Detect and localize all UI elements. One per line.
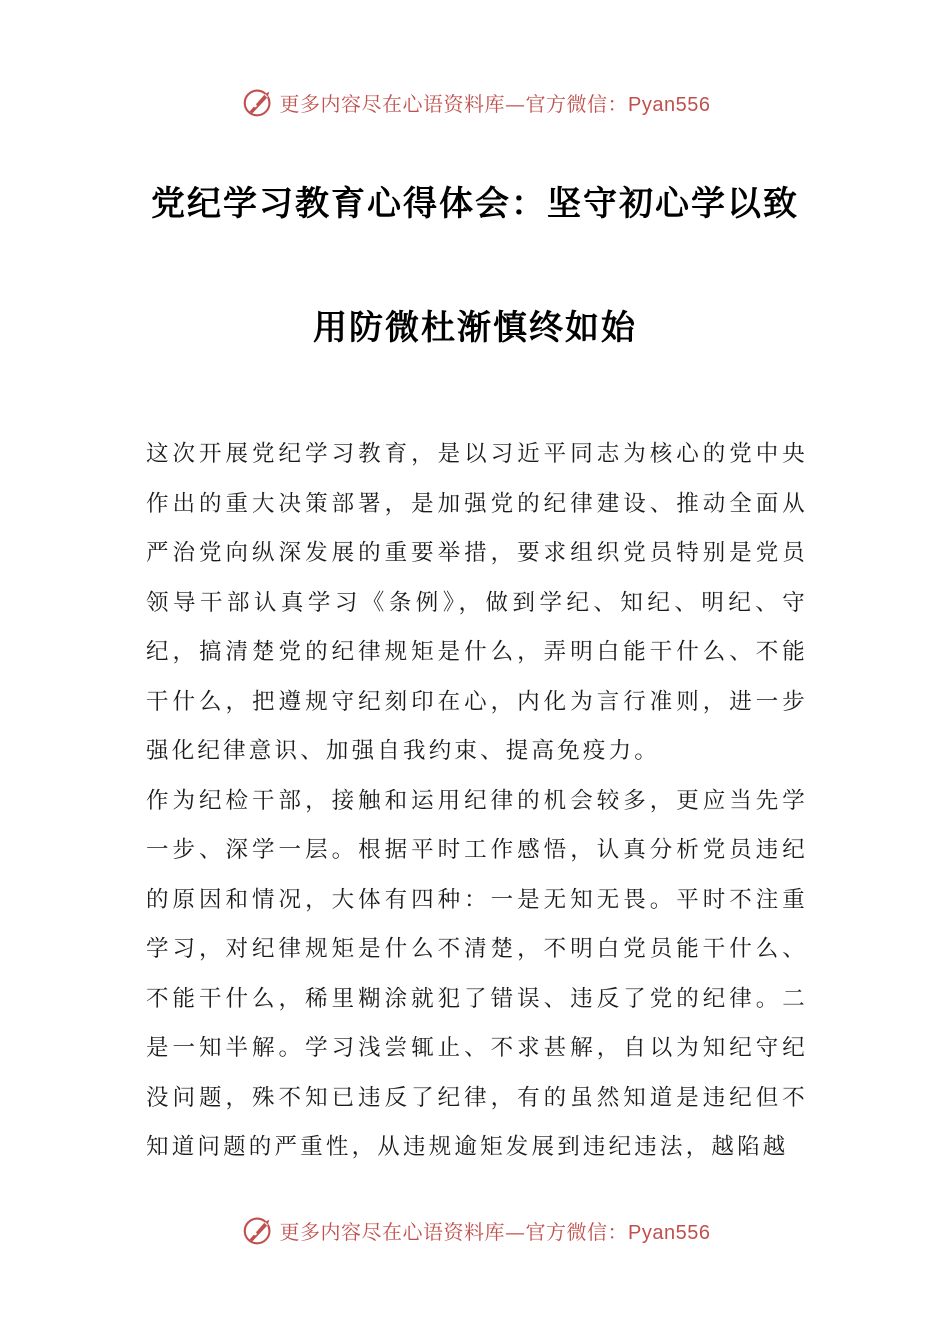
document-body xyxy=(146,430,808,1173)
document-title-line-1: 党纪学习教育心得体会：坚守初心学以致 xyxy=(151,184,799,224)
document-title-line-2: 用防微杜渐慎终如始 xyxy=(313,308,637,348)
footer-banner-brand: Pyan556 xyxy=(628,1221,711,1244)
footer-banner-text: 更多内容尽在心语资料库—官方微信：Pyan556 xyxy=(279,1219,711,1244)
header-banner xyxy=(0,82,950,122)
header-banner-text: 更多内容尽在心语资料库—官方微信：Pyan556 xyxy=(279,91,711,116)
header-banner-brand: Pyan556 xyxy=(628,93,711,116)
pen-nib-circle-icon xyxy=(240,1211,278,1249)
paragraph-1: 这次开展党纪学习教育，是以习近平同志为核心的党中央作出的重大决策部署，是加强党的纪律建设、推动全面从严治党向纵深发展的重要举措，要求组织党员特别是党员领导干部认真学习《条例》，做到学纪、知纪、明纪、守纪，搞清楚党的纪律规矩是什么，弄明白能干什么、不能干什么，把遵规守纪刻印在心，内化为言行准则，进一步强化纪律意识、加强自我约束、提高免疫力。 xyxy=(146,441,808,764)
footer-banner xyxy=(0,1210,950,1250)
pen-nib-circle-icon xyxy=(240,83,278,121)
paragraph-2: 作为纪检干部，接触和运用纪律的机会较多，更应当先学一步、深学一层。根据平时工作感悟，认真分析党员违纪的原因和情况，大体有四种：一是无知无畏。平时不注重学习，对纪律规矩是什么不清楚，不明白党员能干什么、不能干什么，稀里糊涂就犯了错误、违反了党的纪律。二是一知半解。学习浅尝辄止、不求甚解，自以为知纪守纪没问题，殊不知已违反了纪律，有的虽然知道是违纪但不知道问题的严重性，从违规逾矩发展到违纪违法，越陷越 xyxy=(146,787,808,1160)
